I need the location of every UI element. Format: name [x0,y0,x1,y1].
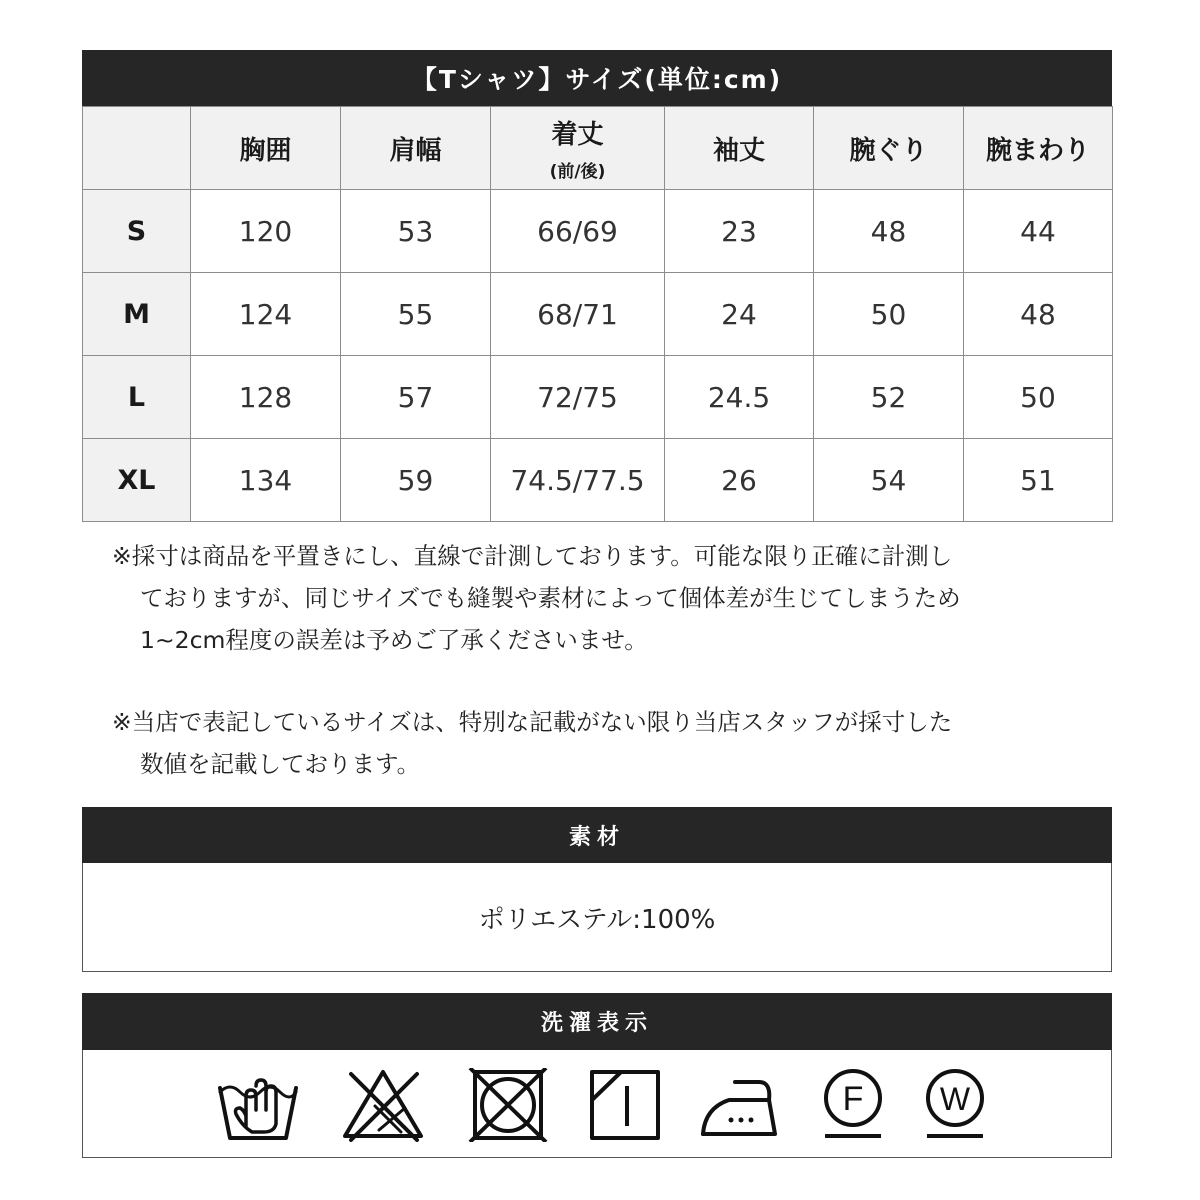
material-value: ポリエステル:100% [478,904,716,935]
table-cell: 26 [665,439,814,522]
table-cell: 52 [814,356,964,439]
no-tumble-dry-icon [466,1068,550,1142]
table-cell: 124 [191,273,341,356]
header-armhole: 腕ぐり [814,107,964,190]
size-label: S [83,190,191,273]
table-cell: 55 [341,273,491,356]
table-cell: 44 [964,190,1113,273]
table-cell: 23 [665,190,814,273]
iron-low-temp-icon [699,1068,783,1142]
table-row [83,356,1113,439]
size-label: L [83,356,191,439]
table-cell: 72/75 [491,356,665,439]
wet-clean-letter: W [939,1081,971,1117]
material-title: 素材 [82,807,1112,863]
dry-clean-letter: F [842,1080,864,1118]
table-cell: 48 [814,190,964,273]
material-box [82,863,1112,972]
table-cell: 128 [191,356,341,439]
table-cell: 51 [964,439,1113,522]
wet-clean-w-icon [913,1068,997,1142]
header-corner [83,107,191,190]
size-label: M [83,273,191,356]
measurement-note [112,535,961,661]
table-cell: 48 [964,273,1113,356]
care-title: 洗濯表示 [82,993,1112,1050]
table-row [83,439,1113,522]
table-cell: 57 [341,356,491,439]
header-length [491,107,665,190]
header-length-label: 着丈 [551,120,604,150]
table-cell: 74.5/77.5 [491,439,665,522]
hand-wash-icon [216,1068,300,1142]
table-row [83,273,1113,356]
table-cell: 54 [814,439,964,522]
header-shoulder: 肩幅 [341,107,491,190]
note-line: 数値を記載しております。 [140,750,421,778]
note-line: ※当店で表記しているサイズは、特別な記載がない限り当店スタッフが採寸した [112,708,953,736]
header-arm-circumference: 腕まわり [964,107,1113,190]
table-cell: 120 [191,190,341,273]
size-notation-note [112,701,952,785]
table-cell: 66/69 [491,190,665,273]
note-line: 1~2cm程度の誤差は予めご了承くださいませ。 [140,626,648,654]
table-cell: 68/71 [491,273,665,356]
header-sleeve: 袖丈 [665,107,814,190]
size-table-title: 【Tシャツ】サイズ(単位:cm) [82,50,1112,106]
header-length-sub: (前/後) [549,162,606,182]
size-table-header-row [83,107,1113,190]
table-cell: 53 [341,190,491,273]
table-cell: 50 [964,356,1113,439]
line-dry-shade-icon [583,1068,667,1142]
table-cell: 24 [665,273,814,356]
note-line: ※採寸は商品を平置きにし、直線で計測しております。可能な限り正確に計測し [112,542,953,570]
size-label: XL [83,439,191,522]
header-chest: 胸囲 [191,107,341,190]
table-cell: 24.5 [665,356,814,439]
table-cell: 59 [341,439,491,522]
table-cell: 134 [191,439,341,522]
no-bleach-icon [341,1068,425,1142]
table-row [83,190,1113,273]
table-cell: 50 [814,273,964,356]
care-symbols [82,1050,1112,1158]
dry-clean-f-icon [811,1068,895,1142]
size-table [82,106,1113,522]
note-line: ておりますが、同じサイズでも縫製や素材によって個体差が生じてしまうため [140,584,961,612]
